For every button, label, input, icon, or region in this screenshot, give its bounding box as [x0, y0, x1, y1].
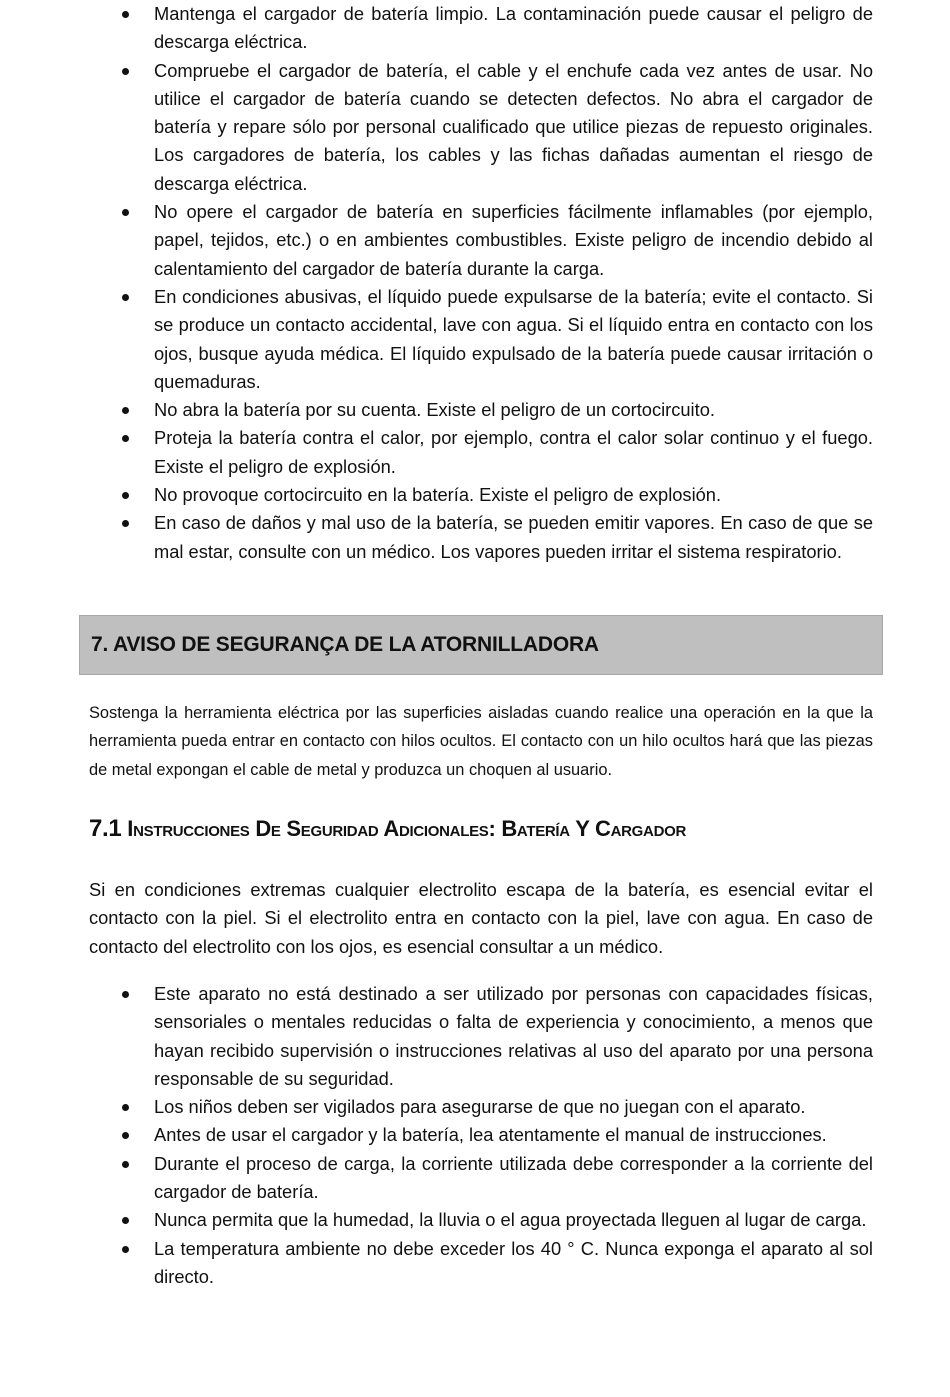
section-7-1-heading — [89, 815, 686, 843]
bullet-icon — [122, 492, 129, 499]
list-item-text: En caso de daños y mal uso de la batería, se pueden emitir vapores. En caso de que se mal estar, consulte con un médico. Los vapores pueden irritar el sistema respiratorio. — [154, 512, 873, 562]
bullet-icon — [122, 1132, 129, 1139]
list-item-text: Mantenga el cargador de batería limpio. La contaminación puede causar el peligro de descarga eléctrica. — [154, 3, 873, 53]
bullet-icon — [122, 1104, 129, 1111]
list-item — [120, 509, 873, 566]
list-item-text: No opere el cargador de batería en superficies fácilmente inflamables (por ejemplo, papel, tejidos, etc.) o en ambientes combustibles. Existe peligro de incendio debido al calentamiento del cargador de batería durante la carga. — [154, 201, 873, 279]
bullet-icon — [122, 68, 129, 75]
list-item-text: Durante el proceso de carga, la corriente utilizada debe corresponder a la corriente del cargador de batería. — [154, 1152, 873, 1203]
bullet-icon — [122, 209, 129, 216]
list-item — [120, 198, 873, 283]
section-7-header — [79, 615, 883, 675]
bullet-icon — [122, 1246, 129, 1253]
list-item — [120, 1150, 873, 1207]
list-item — [120, 1121, 873, 1149]
list-item-text: La temperatura ambiente no debe exceder los 40 ° C. Nunca exponga el aparato al sol directo. — [154, 1237, 873, 1287]
section-7-1-number: 7.1 — [89, 815, 122, 842]
list-item — [120, 980, 873, 1093]
list-item-text: No provoque cortocircuito en la batería. Existe el peligro de explosión. — [154, 484, 722, 506]
section-7-1-title: Instrucciones De Seguridad Adicionales: Batería Y Cargador — [127, 816, 687, 841]
list-item — [120, 424, 873, 481]
bullet-icon — [122, 407, 129, 414]
bullet-icon — [122, 991, 129, 998]
list-item — [120, 1206, 873, 1234]
list-item-text: No abra la batería por su cuenta. Existe el peligro de un cortocircuito. — [154, 399, 715, 421]
list-item-text: Nunca permita que la humedad, la lluvia o el agua proyectada lleguen al lugar de carga. — [154, 1209, 867, 1231]
list-item — [120, 1093, 873, 1121]
list-item-text: Este aparato no está destinado a ser utilizado por personas con capacidades físicas, sensoriales o mentales reducidas o falta de experiencia y conocimiento, a menos que hayan recibido supervisión o instrucciones relativas al uso del aparato por una persona responsable de su seguridad. — [154, 983, 873, 1089]
list-item-text: Compruebe el cargador de batería, el cable y el enchufe cada vez antes de usar. No utilice el cargador de batería cuando se detecten defectos. No abra el cargador de batería y repare sólo por personal cualificado que utilice piezas de repuesto originales. Los cargadores de batería, los cables y las fichas dañadas aumentan el riesgo de descarga eléctrica. — [154, 59, 873, 194]
list-item — [120, 396, 873, 424]
bullet-icon — [122, 294, 129, 301]
list-item — [120, 283, 873, 396]
list-item-text: Antes de usar el cargador y la batería, lea atentamente el manual de instrucciones. — [154, 1124, 827, 1146]
bullet-icon — [122, 520, 129, 527]
bullet-icon — [122, 1217, 129, 1224]
list-item — [120, 57, 873, 198]
bullet-icon — [122, 11, 129, 18]
top-bullet-list — [120, 0, 873, 566]
bullet-icon — [122, 1161, 129, 1168]
list-item — [120, 481, 873, 509]
section-7-title: 7. AVISO DE SEGURANÇA DE LA ATORNILLADORA — [91, 633, 599, 656]
list-item — [120, 1235, 873, 1292]
list-item-text: Los niños deben ser vigilados para asegurarse de que no juegan con el aparato. — [154, 1096, 806, 1118]
bullet-icon — [122, 435, 129, 442]
list-item — [120, 0, 873, 57]
section-7-1-paragraph: Si en condiciones extremas cualquier electrolito escapa de la batería, es esencial evitar el contacto con la piel. Si el electrolito entra en contacto con la piel, lave con agua. En caso de contacto del electrolito con los ojos, es esencial consultar a un médico. — [89, 879, 873, 957]
section-7-paragraph: Sostenga la herramienta eléctrica por las superficies aisladas cuando realice una operación en la que la herramienta pueda entrar en contacto con hilos ocultos. El contacto con un hilo ocultos hará que las piezas de metal expongan el cable de metal y produzca un choquen al usuario. — [89, 704, 873, 779]
list-item-text: Proteja la batería contra el calor, por ejemplo, contra el calor solar continuo y el fuego. Existe el peligro de explosión. — [154, 427, 873, 477]
bottom-bullet-list — [120, 980, 873, 1291]
list-item-text: En condiciones abusivas, el líquido puede expulsarse de la batería; evite el contacto. Si se produce un contacto accidental, lave con agua. Si el líquido entra en contacto con los ojos, busque ayuda médica. El líquido expulsado de la batería puede causar irritación o quemaduras. — [154, 285, 873, 392]
